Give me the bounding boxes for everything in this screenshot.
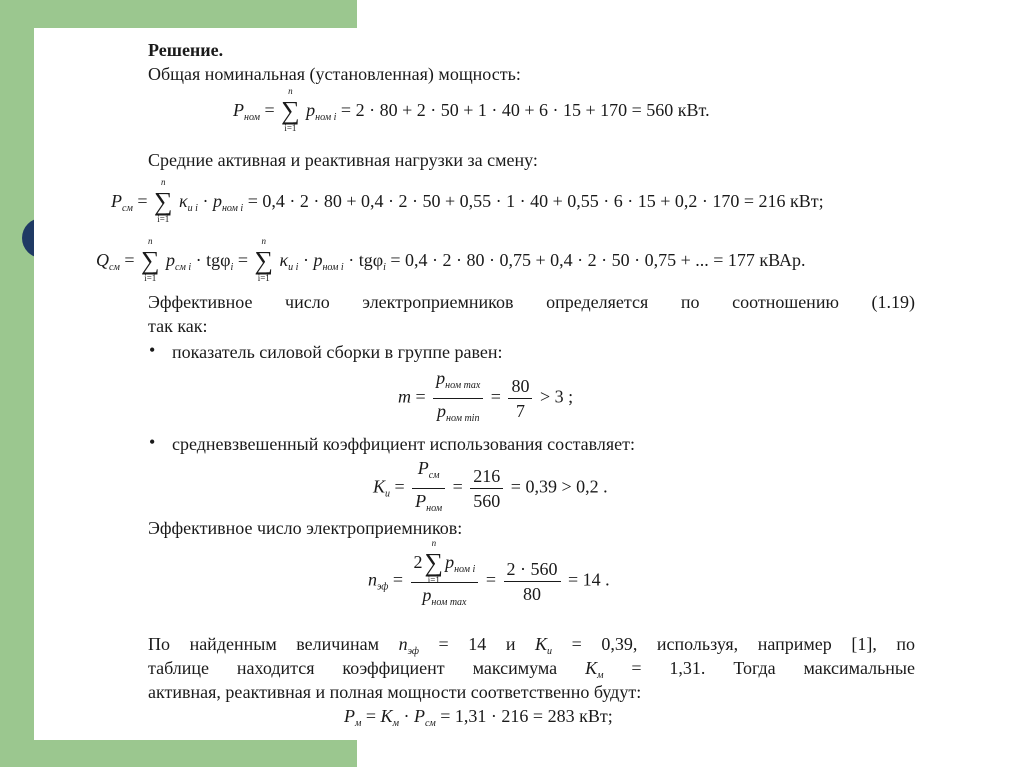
effective-number-text: Эффективное число электроприемников определяется по соотношению (1.19) — [148, 292, 915, 312]
bullet-item-power-assembly: показатель силовой сборки в группе равен: — [172, 342, 503, 362]
bullet-dot: • — [149, 340, 156, 360]
sum-operator: ∑ n i=1 — [424, 538, 444, 585]
equation-p-max: $P_м = K_м \cdot P_{см} = 1,31 \cdot 216 = 283$ кВт; — [344, 706, 613, 729]
effective-number-heading: Эффективное число электроприемников: — [148, 518, 463, 538]
bullet-item-usage-coefficient: средневзвешенный коэффициент использования составляет: — [172, 434, 636, 454]
sum-operator: ∑ n i=1 — [281, 86, 300, 133]
final-paragraph-line2: таблице находится коэффициент максимума $K_м = 1,31$. Тогда максимальные — [148, 658, 916, 681]
equation-q-sm: $Q_{см}$ = ∑ n i=1 $p_{см i} \cdot tg\varphi_i$ = ∑ n i=1 $\kappa_{и i} \cdot p_{ном i} \cdot tg\varphi_i = 0,4 \cdot 2 \cdot 80 \cdot 0,75 + 0,4 \cdot 2 \cdot 50 \cdot 0,75$ + ... = 177 кВАр. — [96, 236, 806, 283]
equation-p-sm: $P_{см}$ = ∑ n i=1 $\kappa_{и i} \cdot p_{ном i} = 0,4 \cdot 2 \cdot 80 + 0,4 \cdot 2 \cdot 50 + 0,55 \cdot 1 \cdot 40 + 0,55 \cdot 6 \cdot 15 + 0,2 \cdot 170 = 216$ кВт; — [111, 177, 824, 224]
equation-p-nom: $P_{ном}$ = ∑ n i=1 $p_{ном i} = 2 \cdot 80 + 2 \cdot 50 + 1 \cdot 40 + 6 \cdot 15 + 170 = 560$ кВт. — [233, 86, 710, 133]
sum-operator: ∑ n i=1 — [254, 236, 274, 283]
final-paragraph-line1: По найденным величинам $n_{эф} = 14$ и $K_и = 0,39$, используя, например [1], по — [148, 634, 916, 657]
sum-operator: ∑ n i=1 — [153, 177, 173, 224]
solution-heading: Решение. — [148, 40, 224, 60]
equation-ki: $K_и$ = $\frac{P_{см}}{P_{ном}}$ = $\frac{216}{560}$ = 0,39 > 0,2 . — [373, 458, 608, 514]
shift-load-heading: Средние активная и реактивная нагрузки за смену: — [148, 150, 538, 170]
bullet-dot: • — [149, 432, 156, 452]
effective-number-text-cont: так как: — [148, 316, 208, 336]
intro-text: Общая номинальная (установленная) мощность: — [148, 64, 521, 84]
sum-operator: ∑ n i=1 — [140, 236, 160, 283]
equation-n-ef: $n_{эф}$ = 2∑ n i=1 $p_{ном i}$ $p_{ном max}$ = $\frac{2 \cdot 560}{80}$ = 14 . — [368, 538, 610, 608]
equation-m: m = $\frac{p_{ном max}}{p_{ном min}}$ = $\frac{80}{7}$ > 3 ; — [398, 368, 574, 424]
green-corner — [0, 740, 85, 767]
final-paragraph-line3: активная, реактивная и полная мощности соответственно будут: — [148, 682, 642, 702]
